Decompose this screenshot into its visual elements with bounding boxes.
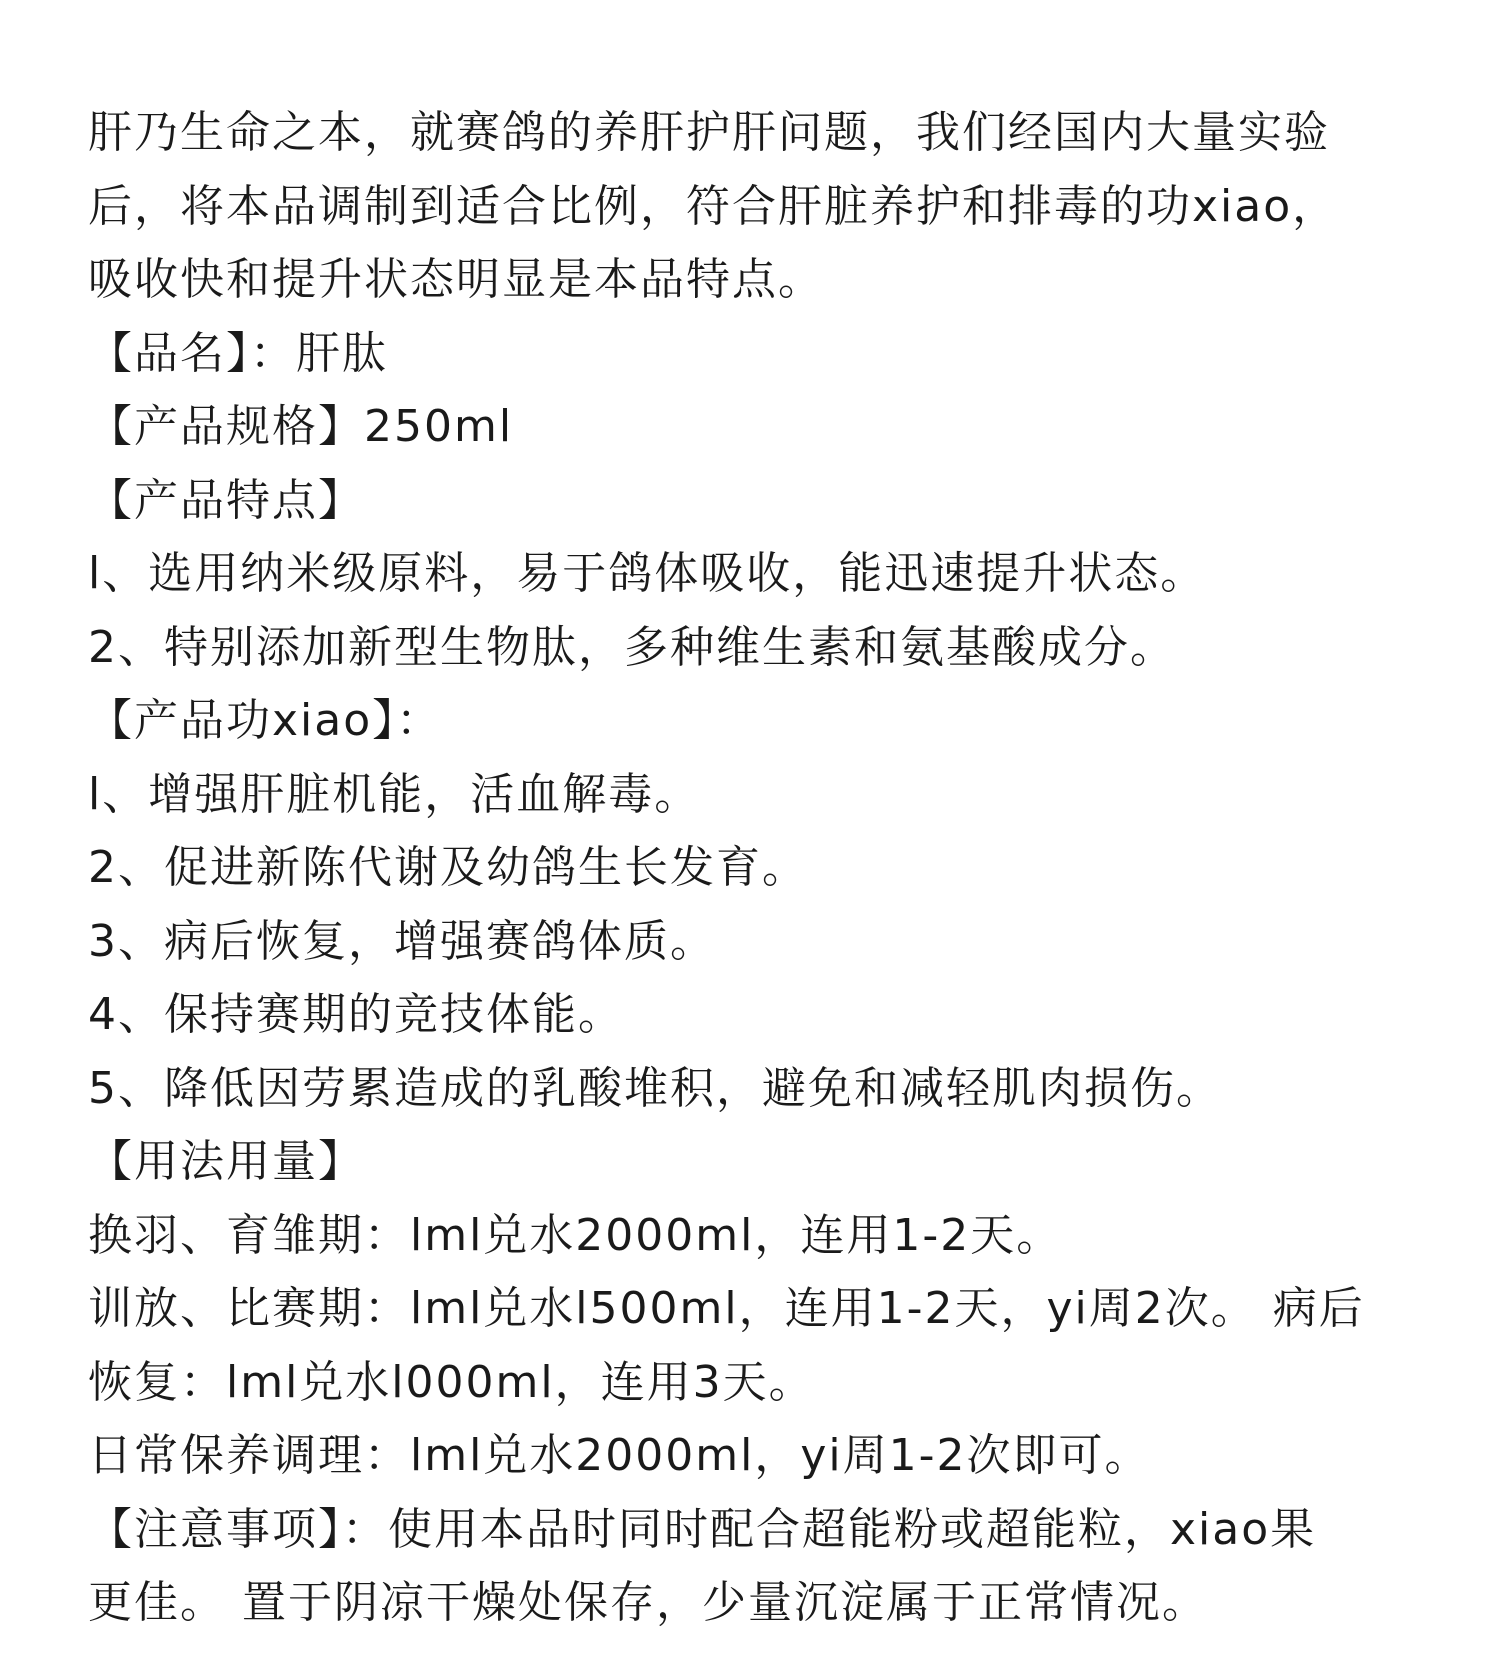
usage-line: 训放、比赛期：lml兑水l500ml，连用1-2天，yi周2次。 病后 (88, 1283, 1365, 1334)
usage-heading: 【用法用量】 (88, 1136, 364, 1187)
effect-item: 3、病后恢复，增强赛鸽体质。 (88, 915, 716, 967)
effect-item: 5、降低因劳累造成的乳酸堆积，避免和减轻肌肉损伤。 (88, 1062, 1222, 1114)
feature-item: l、选用纳米级原料，易于鸽体吸收，能迅速提升状态。 (88, 548, 1207, 599)
usage-line: 恢复：lml兑水l000ml，连用3天。 (88, 1356, 815, 1408)
product-description (88, 96, 1428, 1640)
product-name: 【品名】：肝肽 (88, 327, 388, 379)
product-spec: 【产品规格】250ml (88, 401, 514, 452)
effects-heading: 【产品功xiao】： (88, 695, 443, 746)
usage-line: 换羽、育雏期：lml兑水2000ml，连用1-2天。 (88, 1209, 1063, 1261)
effect-item: 4、保持赛期的竞技体能。 (88, 989, 624, 1040)
intro-line-2: 后，将本品调制到适合比例，符合肝脏养护和排毒的功xiao， (88, 180, 1339, 232)
feature-item: 2、特别添加新型生物肽，多种维生素和氨基酸成分。 (88, 621, 1176, 673)
intro-line-1: 肝乃生命之本，就赛鸽的养肝护肝问题，我们经国内大量实验 (88, 107, 1330, 158)
notes-line-2: 更佳。 置于阴凉干燥处保存，少量沉淀属于正常情况。 (88, 1577, 1208, 1628)
notes-line-1: 【注意事项】：使用本品时同时配合超能粉或超能粒，xiao果 (88, 1503, 1317, 1555)
intro-line-3: 吸收快和提升状态明显是本品特点。 (88, 254, 824, 305)
usage-line: 日常保养调理：lml兑水2000ml，yi周1-2次即可。 (88, 1430, 1151, 1481)
effect-item: l、增强肝脏机能，活血解毒。 (88, 768, 701, 820)
effect-item: 2、促进新陈代谢及幼鸽生长发育。 (88, 842, 808, 893)
features-heading: 【产品特点】 (88, 474, 364, 526)
